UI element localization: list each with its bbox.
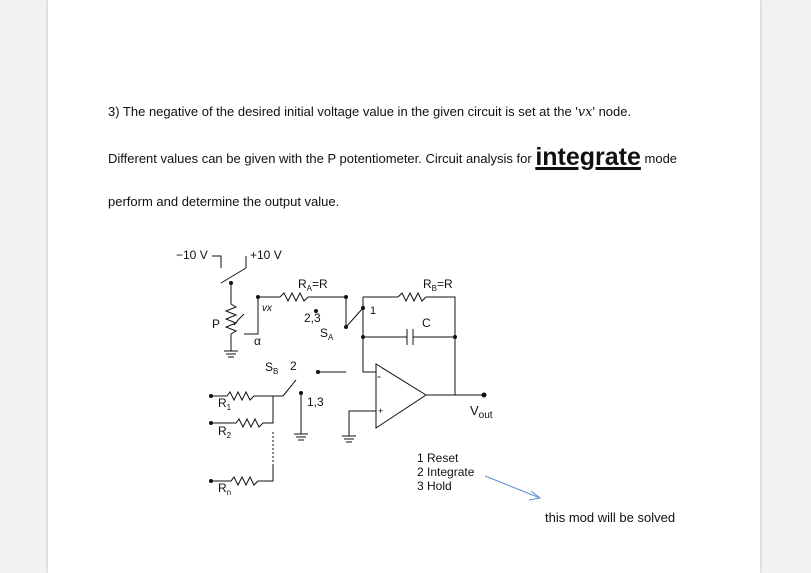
r2-input-terminal bbox=[209, 421, 213, 425]
capacitor-c bbox=[407, 329, 413, 345]
opamp-plus-sign: + bbox=[378, 406, 384, 416]
potentiometer-p bbox=[226, 293, 236, 351]
neg-supply-lead bbox=[212, 256, 221, 268]
mode-integrate: 2 Integrate bbox=[417, 465, 475, 479]
annotation-note: this mod will be solved bbox=[545, 510, 676, 525]
sa-position-23: 2,3 bbox=[304, 311, 321, 325]
question-line-2: Different values can be given with the P potentiometer. Circuit analysis for integrate mode bbox=[108, 143, 678, 171]
sa-label: $S_A$ bbox=[320, 326, 334, 342]
opamp-minus-sign: - bbox=[377, 369, 381, 383]
r2-label: $R_2$ bbox=[218, 424, 232, 440]
neg-supply-label: −10 V bbox=[176, 248, 208, 262]
vout-terminal bbox=[482, 393, 487, 398]
supply-selector-switch bbox=[221, 268, 246, 283]
pot-ground-icon bbox=[224, 351, 238, 357]
sb-ground-icon bbox=[294, 434, 308, 440]
sb-position-13: 1,3 bbox=[307, 395, 324, 409]
resistor-rb bbox=[398, 293, 426, 301]
rb-label: $R_B=R$ bbox=[423, 277, 453, 293]
rn-input-terminal bbox=[209, 479, 213, 483]
r1-label: $R_1$ bbox=[218, 396, 232, 412]
pot-label: P bbox=[212, 317, 221, 331]
vx-variable: vx bbox=[577, 105, 593, 120]
vout-label: $V_{out}$ bbox=[470, 403, 493, 421]
mode-hold: 3 Hold bbox=[417, 479, 452, 493]
rn-label: $R_n$ bbox=[218, 481, 232, 497]
switch-sb bbox=[283, 380, 296, 396]
op-amp bbox=[376, 364, 426, 428]
sb-position-2: 2 bbox=[290, 359, 297, 373]
question-line-3: perform and determine the output value. bbox=[108, 194, 340, 209]
annotation-arrow bbox=[485, 476, 540, 498]
sb-label: $S_B$ bbox=[265, 360, 279, 376]
capacitor-label: C bbox=[422, 316, 431, 330]
question-line-1: 3) The negative of the desired initial voltage value in the given circuit is set at the 'vx' node. bbox=[108, 104, 632, 120]
r1-input-terminal bbox=[209, 394, 213, 398]
ra-label: $R_A=R$ bbox=[298, 277, 328, 293]
pos-supply-label: +10 V bbox=[250, 248, 282, 262]
switch-sa bbox=[346, 308, 363, 327]
opamp-ground-icon bbox=[342, 436, 356, 442]
alpha-label: α bbox=[254, 334, 261, 348]
integrate-emphasis: integrate bbox=[535, 143, 641, 171]
pot-wiper-wire bbox=[244, 297, 258, 334]
mode-reset: 1 Reset bbox=[417, 451, 459, 465]
node-vx-label: vx bbox=[262, 303, 272, 314]
resistor-ra bbox=[280, 293, 308, 301]
sa-position-1: 1 bbox=[370, 305, 377, 317]
